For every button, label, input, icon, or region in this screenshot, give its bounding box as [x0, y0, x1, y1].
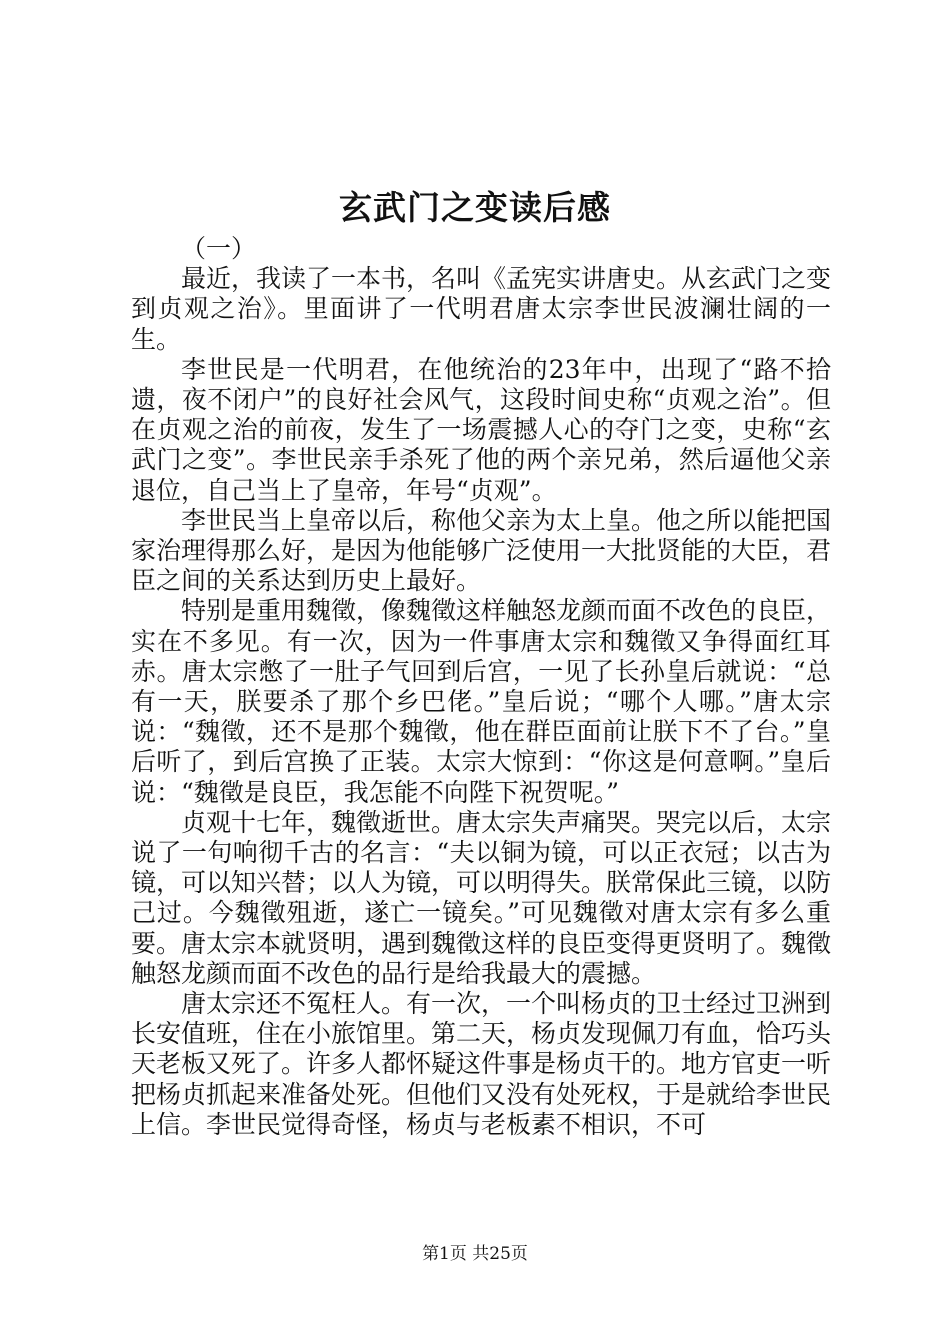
paragraph: 李世民当上皇帝以后，称他父亲为太上皇。他之所以能把国家治理得那么好，是因为他能够广泛使用一大批贤能的大臣，君臣之间的关系达到历史上最好。	[131, 505, 832, 596]
page-number-footer: 第1页 共25页	[422, 1244, 528, 1264]
section-heading: （一）	[181, 234, 257, 263]
paragraph: 贞观十七年，魏徵逝世。唐太宗失声痛哭。哭完以后，太宗说了一句响彻千古的名言：“夫以铜为镜，可以正衣冠；以古为镜，可以知兴替；以人为镜，可以明得失。朕常保此三镜，以防己过。今魏徵殂逝，遂亡一镜矣。”可见魏徵对唐太宗有多么重要。唐太宗本就贤明，遇到魏徵这样的良臣变得更贤明了。魏徵触怒龙颜而面不改色的品行是给我最大的震撼。	[131, 807, 832, 988]
paragraph: 最近，我读了一本书，名叫《孟宪实讲唐史。从玄武门之变到贞观之治》。里面讲了一代明君唐太宗李世民波澜壮阔的一生。	[131, 264, 832, 354]
page-title: 玄武门之变读后感	[339, 188, 611, 227]
paragraph: 李世民是一代明君，在他统治的23年中，出现了“路不拾遗，夜不闭户”的良好社会风气，这段时间史称“贞观之治”。但在贞观之治的前夜，发生了一场震撼人心的夺门之变，史称“玄武门之变”。李世民亲手杀死了他的两个亲兄弟，然后逼他父亲退位，自己当上了皇帝，年号“贞观”。	[131, 354, 831, 505]
article-body	[131, 234, 831, 1140]
paragraph: 特别是重用魏徵，像魏徵这样触怒龙颜而面不改色的良臣，实在不多见。有一次，因为一件事唐太宗和魏徵又争得面红耳赤。唐太宗憋了一肚子气回到后宫，一见了长孙皇后就说：“总有一天，朕要杀了那个乡巴佬。”皇后说；“哪个人哪。”唐太宗说：“魏徵，还不是那个魏徵，他在群臣面前让朕下不了台。”皇后听了，到后宫换了正装。太宗大惊到：“你这是何意啊。”皇后说：“魏徵是良臣，我怎能不向陛下祝贺呢。”	[131, 596, 832, 807]
paragraph: 唐太宗还不冤枉人。有一次，一个叫杨贞的卫士经过卫洲到长安值班，住在小旅馆里。第二天，杨贞发现佩刀有血，恰巧头天老板又死了。许多人都怀疑这件事是杨贞干的。地方官吏一听把杨贞抓起来准备处死。但他们又没有处死权，于是就给李世民上信。李世民觉得奇怪，杨贞与老板素不相识，不可	[131, 989, 832, 1139]
